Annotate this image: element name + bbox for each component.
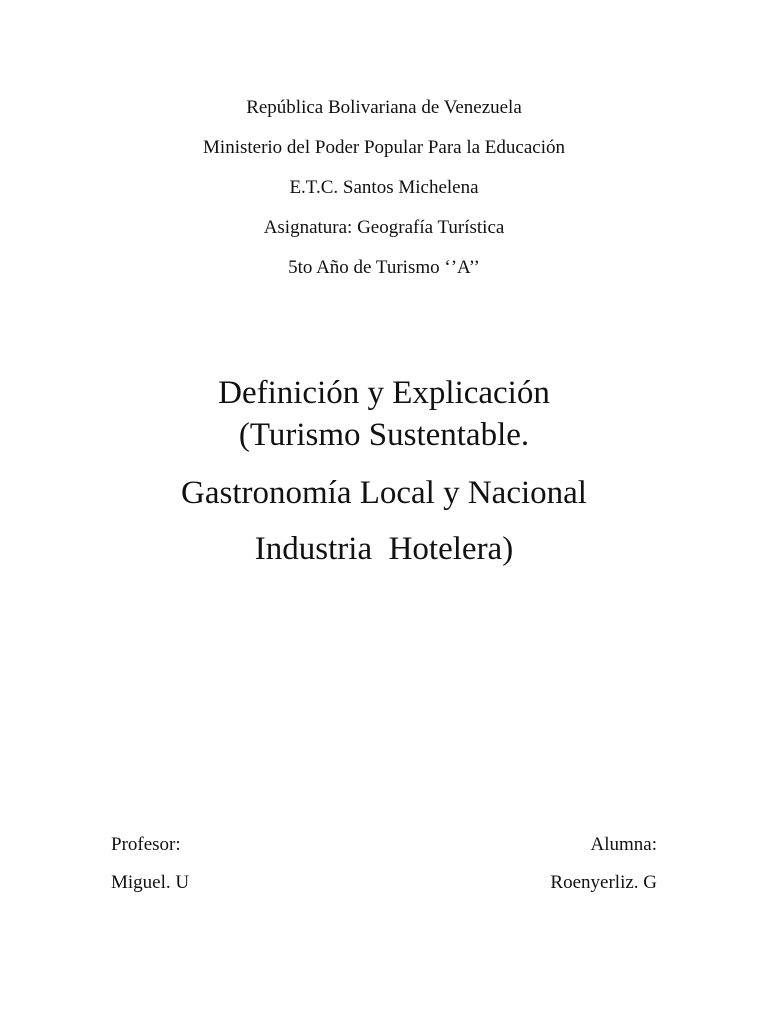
country-line: República Bolivariana de Venezuela (246, 97, 522, 118)
header-block (0, 88, 768, 288)
school-line: E.T.C. Santos Michelena (289, 177, 479, 198)
title-line-2: (Turismo Sustentable. (238, 417, 530, 453)
grade-line: 5to Año de Turismo ‘’A’’ (288, 257, 480, 278)
student-block (550, 826, 657, 902)
title-line-1: Definición y Explicación (218, 375, 550, 411)
student-label: Alumna: (590, 834, 657, 855)
student-name: Roenyerliz. G (550, 872, 657, 893)
document-title (0, 371, 768, 575)
teacher-block (111, 826, 189, 902)
title-line-3: Gastronomía Local y Nacional (181, 475, 587, 511)
title-line-4: Industria Hotelera) (254, 531, 514, 567)
teacher-name: Miguel. U (111, 872, 190, 893)
teacher-label: Profesor: (111, 834, 181, 855)
subject-line: Asignatura: Geografía Turística (263, 217, 505, 238)
ministry-line: Ministerio del Poder Popular Para la Educación (203, 137, 565, 158)
